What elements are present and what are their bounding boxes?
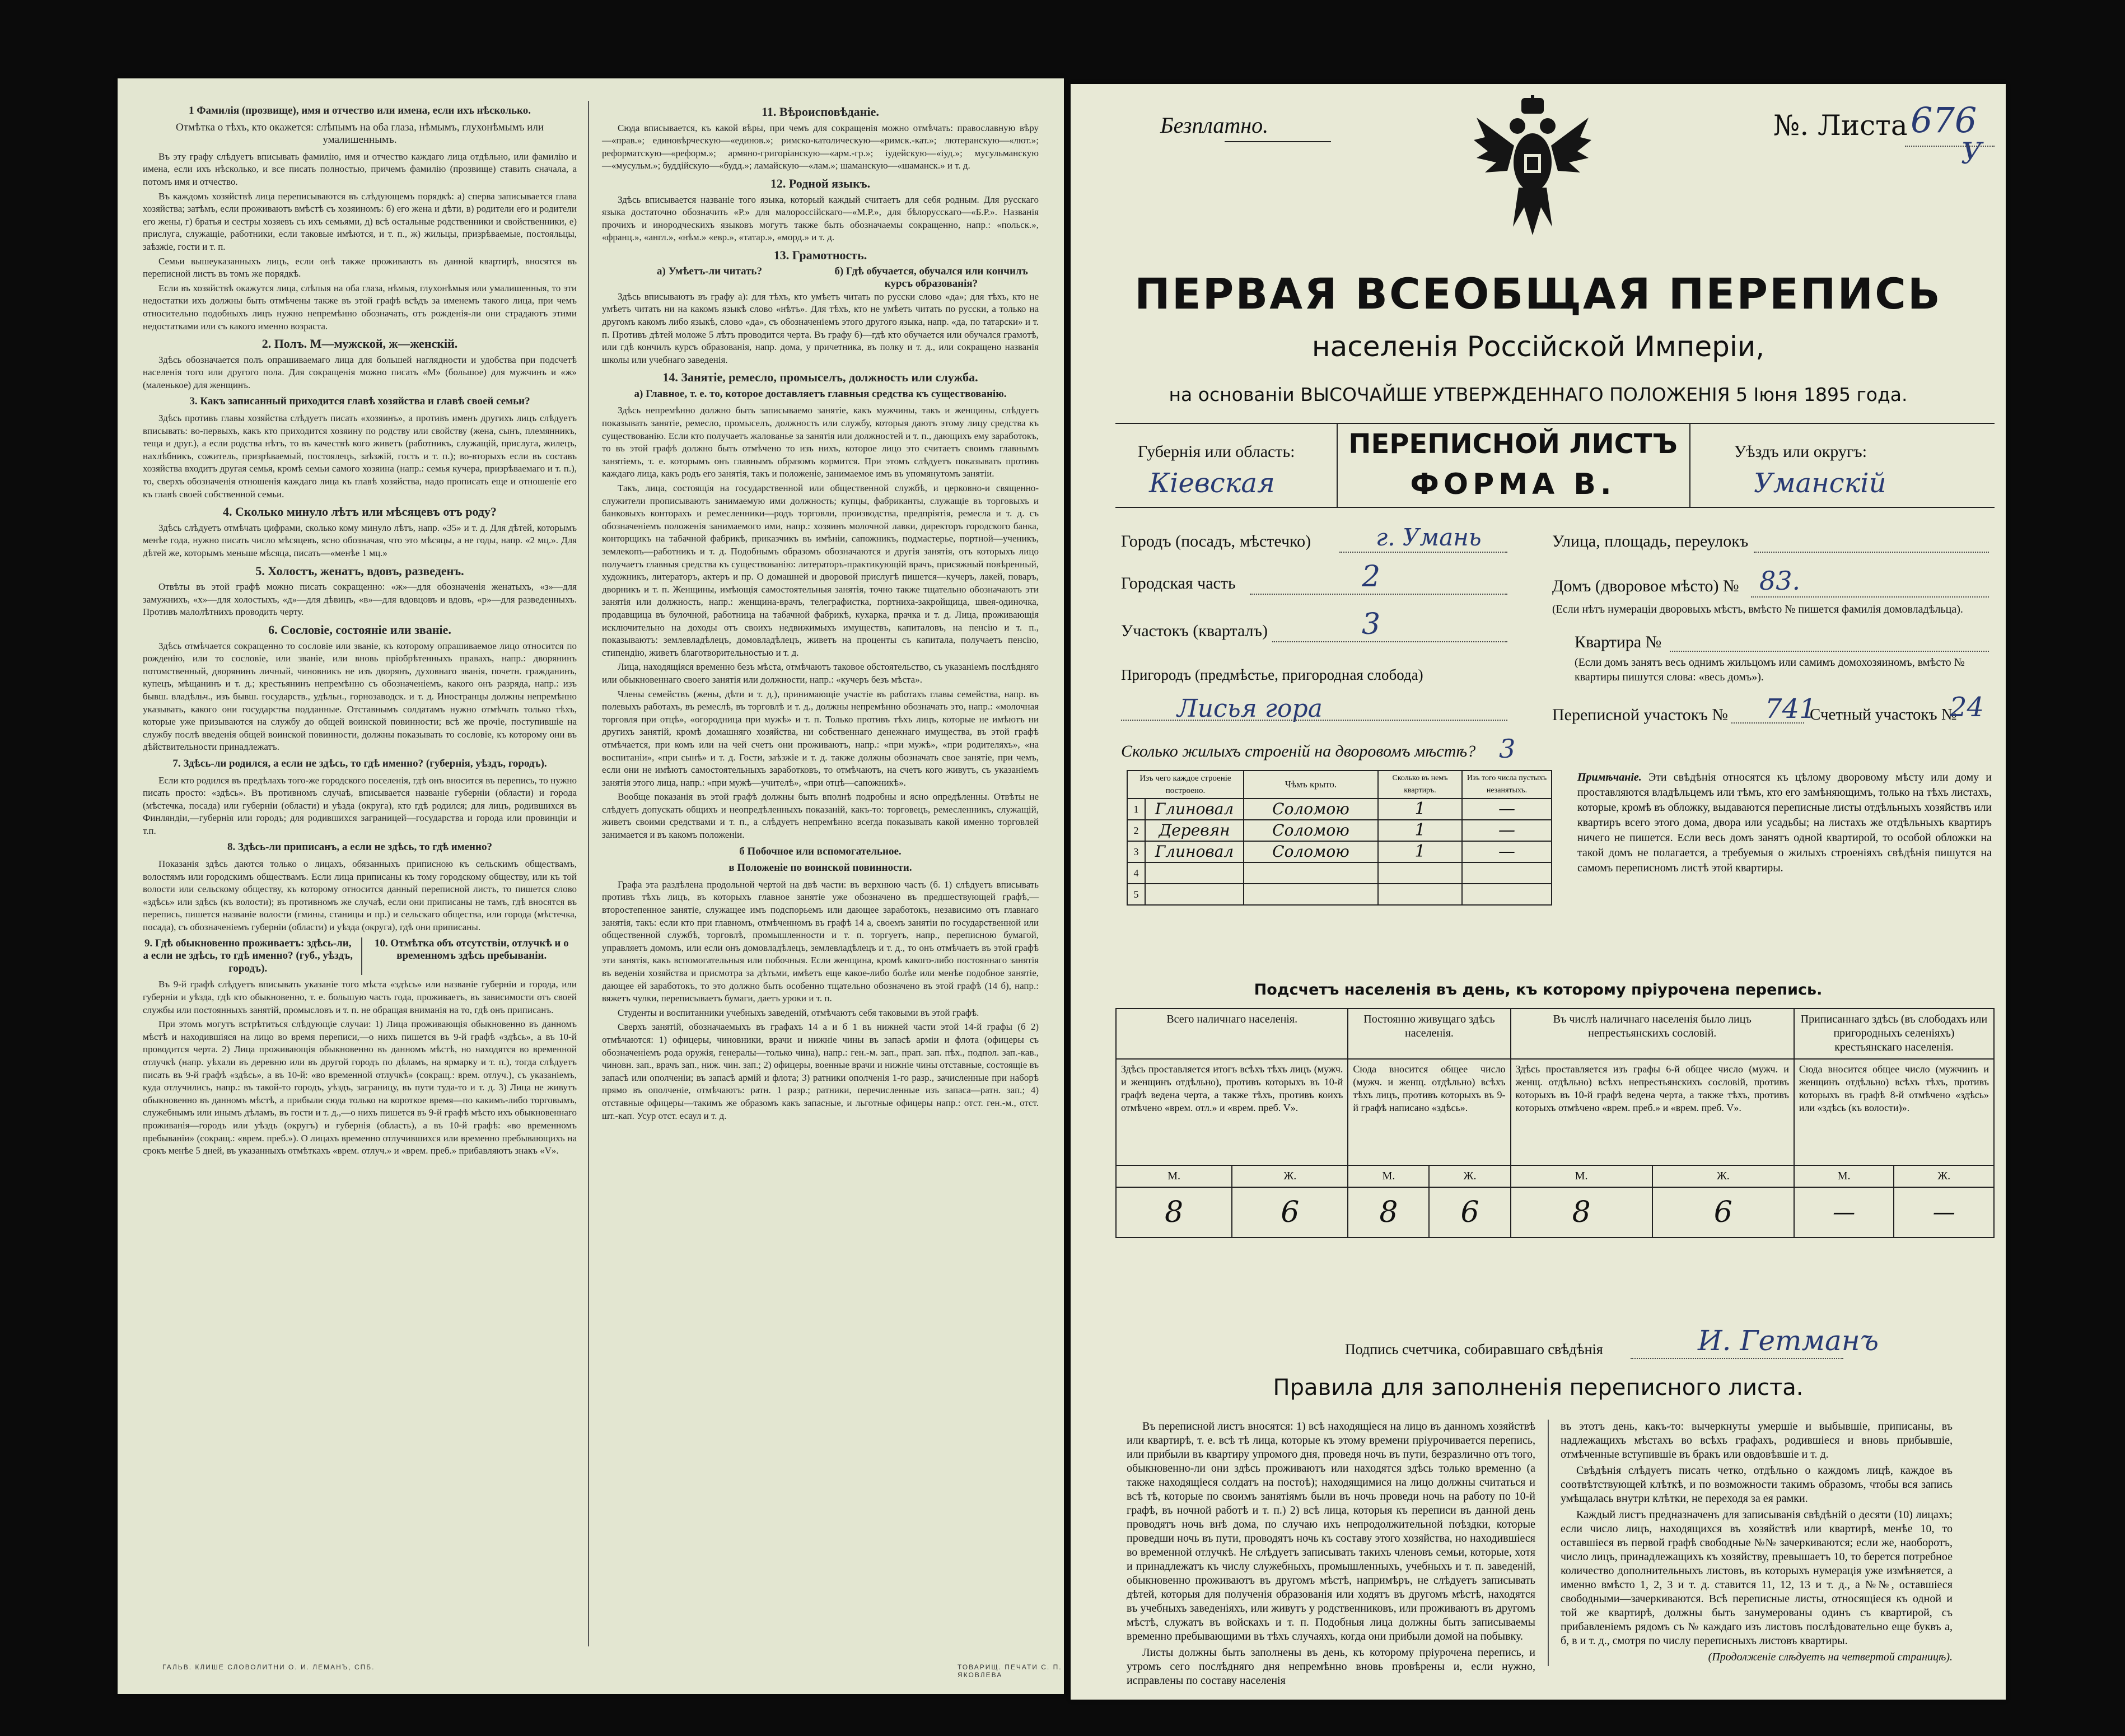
- rules-right-text: въ этотъ день, какъ-то: вычеркнуты умершіе и выбывшіе, приписаны, въ надлежащихъ мѣстахъ во всѣхъ графахъ, родившіеся и вновь прибывшіе, отмѣченные вступившіе въ бракъ или овдовѣвшіе и т. д.: [1561, 1420, 1953, 1460]
- section-13a-heading: а) Умѣетъ-ли читать?: [657, 265, 762, 277]
- section-4-heading: 4. Сколько минуло лѣтъ или мѣсяцевъ отъ роду?: [223, 505, 497, 519]
- sheet-number-suffix: У: [1961, 137, 1982, 171]
- male-label: М.: [1348, 1165, 1429, 1187]
- cell-material: [1145, 862, 1244, 884]
- section-3-heading: 3. Какъ записанный приходится главѣ хозяйства и главѣ своей семьи?: [189, 395, 530, 408]
- count-header-registered-peasant: Приписаннаго здѣсь (въ слободахъ или пригородныхъ селеніяхъ) крестьянскаго населенія.: [1794, 1009, 1994, 1059]
- apartment-label: Квартира №: [1575, 633, 1662, 651]
- street-label: Улица, площадь, переулокъ: [1552, 532, 1749, 550]
- instructions-column-1: [143, 101, 577, 1159]
- paragraph: Показанія здѣсь даются только о лицахъ, обязанныхъ приписною къ сельскимъ обществамъ, волостямъ или городскимъ обществамъ. Если лица приписаны къ тому городскому обществу, или къ той волости или сельскому обществу, къ которому относится данный переписной листъ, то пишется слово «здѣсь» или здѣсь (къ волости); въ противномъ же случаѣ, если они приписаны не тамъ, гдѣ вносятся въ перепись, пишется названіе волости (гмины, станицы и пр.) и сельскаго общества, или города (мѣстечка, посада), съ обозначеніемъ губерніи (области) и уѣзда (округа), гдѣ они приписаны.: [143, 858, 577, 933]
- count-desc-non-peasant: Здѣсь проставляется изъ графы 6-й общее число (мужч. и женщ. отдѣльно) всѣхъ непрестьянскихъ сословій, противъ которыхъ въ 10-й графѣ ведена черта, а также тѣхъ, противъ которыхъ отмѣчено «врем. преб.» и «врем. преб. V».: [1511, 1059, 1794, 1165]
- female-label: Ж.: [1894, 1165, 1994, 1187]
- cell-material: Деревян: [1145, 820, 1244, 841]
- column-divider: [1548, 1420, 1549, 1666]
- house-note: (Если нѣтъ нумераціи дворовыхъ мѣстъ, вмѣсто № пишется фамилія домовладѣльца).: [1552, 603, 1963, 615]
- sections-9-10-headings: [143, 937, 577, 976]
- left-instructions-sheet: [118, 78, 1064, 1694]
- column-divider: [588, 101, 589, 1646]
- cell-roof: [1244, 862, 1378, 884]
- instructions-column-2: [602, 101, 1039, 1124]
- count-value: —: [1794, 1187, 1894, 1238]
- sheet-number-line: [1905, 146, 1995, 147]
- population-count-table: [1115, 1008, 1995, 1238]
- guberniya-label: Губернія или область:: [1138, 442, 1295, 461]
- paragraph: Студенты и воспитанники учебныхъ заведеній, отмѣчаютъ себя таковыми въ этой графѣ.: [618, 1007, 979, 1018]
- field-line: [1121, 720, 1507, 721]
- field-line: [1670, 651, 1989, 652]
- field-line: [1250, 594, 1507, 595]
- census-district-label: Переписной участокъ №: [1552, 706, 1728, 724]
- rules-right-text-3: Каждый листъ предназначенъ для записыванія свѣдѣній о десяти (10) лицахъ; если число лицъ, находящихся въ хозяйствѣ или квартирѣ, менѣе 10, то оставшіеся въ первой графѣ свободные №№ зачеркиваются; если же, наоборотъ, число лицъ, принадлежащихъ къ хозяйству, превышаетъ 10, то берется потребное количество дополнительныхъ листовъ, въ которыхъ нумерація уже измѣняется, а именно вмѣсто 1, 2, 3 и т. д. ставится 11, 12, 13 и т. д., а №№, оставшіеся свободными—зачеркиваются. Всѣ переписные листы, относящіеся къ одной и той же квартирѣ, должны быть занумерованы одинъ съ квартирой, съ прибавленіемъ рядомъ съ № каждаго изъ листовъ послѣдовательно еще буквъ а, б, в и т. д., смотря по числу переписныхъ листовъ квартиры.: [1561, 1509, 1953, 1647]
- cell-empty: [1462, 884, 1552, 905]
- count-value: 6: [1232, 1187, 1348, 1238]
- col-header-roof: Чѣмъ крыто.: [1244, 771, 1378, 799]
- count-value: 8: [1511, 1187, 1652, 1238]
- house-label: Домъ (дворовое мѣсто) №: [1552, 577, 1739, 595]
- table-row: [1127, 862, 1552, 884]
- male-label: М.: [1511, 1165, 1652, 1187]
- count-district-value: 24: [1950, 692, 1984, 723]
- field-line: [1731, 722, 1804, 724]
- section-9-heading: 9. Гдѣ обыкновенно проживаетъ: здѣсь-ли, а если не здѣсь, то гдѣ именно? (губ., уѣздъ, городъ).: [143, 937, 353, 974]
- guberniya-value: Кіевская: [1149, 468, 1275, 499]
- cell-apartments: [1378, 884, 1462, 905]
- paragraph: Семьи вышеуказанныхъ лицъ, если онѣ также проживаютъ въ данной квартирѣ, вносятся въ переписной листъ въ томъ же порядкѣ.: [143, 255, 577, 279]
- count-district-label: Счетный участокъ №: [1810, 706, 1957, 724]
- count-value: 8: [1116, 1187, 1232, 1238]
- form-type-title: ПЕРЕПИСНОЙ ЛИСТЪ: [1348, 428, 1678, 460]
- box-divider: [1689, 423, 1690, 507]
- rules-right-column: [1561, 1420, 1953, 1664]
- paragraph: Лица, находящіяся временно безъ мѣста, отмѣчаютъ таковое обстоятельство, съ указаніемъ послѣдняго или обыкновеннаго своего занятія или должности, напр.: «кучеръ безъ мѣста».: [602, 661, 1039, 685]
- form-name: ФОРМА В.: [1410, 468, 1616, 501]
- header-rule: [1115, 507, 1995, 508]
- cell-apartments: [1378, 862, 1462, 884]
- paragraph: Здѣсь непремѣнно должно быть записываемо занятіе, какъ мужчины, такъ и женщины, слѣдуетъ показывать занятіе, ремесло, промыселъ, должность или службу, которыя даютъ этому лицу средства къ существованію. Если кто получаетъ жалованье за занятія или должностей и т. п., дающихъ ему заработокъ, то въ этой графѣ должно быть отмѣчено то изъ нихъ, которое лицо это считаетъ своимъ главнымъ занятіемъ, т. е. которымъ онъ главнымъ образомъ кормится. При этомъ слѣдуетъ показывать противъ каждаго лица, какъ родъ его занятія, такъ и положеніе, занимаемое имъ въ упомянутомъ занятіи.: [602, 405, 1039, 479]
- house-value: 83.: [1759, 566, 1801, 596]
- section-13-heading: 13. Грамотность.: [773, 248, 867, 262]
- paragraph: Здѣсь вписываютъ въ графу а): для тѣхъ, кто умѣетъ читать по русски слово «да»; для тѣхъ, кто не умѣетъ читать ни на какомъ языкѣ слово «нѣтъ». Для тѣхъ, кто не умѣетъ читать по русски, а только на другомъ какомъ либо языкѣ, слово «да», съ обозначеніемъ этого другого языка, напр. «да, по татарски» и т. п. Противъ дѣтей моложе 5 лѣтъ проводится черта. Въ графу б)—гдѣ кто обучается или обучался грамотѣ, или гдѣ кончилъ курсъ образованія, напр. дома, у причетника, въ полку и т. д., или сокращено названія школы или учебнаго заведенія.: [602, 291, 1039, 365]
- free-of-charge-label: Безплатно.: [1160, 113, 1269, 138]
- section-14a-heading: а) Главное, т. е. то, которое доставляетъ главныя средства къ существованію.: [634, 388, 1007, 400]
- paragraph: Здѣсь противъ главы хозяйства слѣдуетъ писать «хозяинъ», а противъ именъ другихъ лицъ слѣдуетъ вписывать: во-первыхъ, какъ кто приходится хозяину по родству или свойству (жена, сынъ, племянникъ, теща и друг.), а если родства нѣтъ, то въ качествѣ кого живетъ (работникъ, служащій, прислуга, жилецъ, нахлѣбникъ, сожитель, призрѣваемый, постоялецъ, заѣзжій, гость и т. п.); во-вторыхъ если въ составъ хозяйства входитъ другая семья, кромѣ семьи самого хозяина (напр.: семья кучера, призрѣваемаго и т. п.), то, сверхъ обозначенія отношенія каждаго лица къ главѣ хозяйства, надо прописать еще и отношеніе его къ главѣ своей собственной семьи.: [143, 413, 577, 500]
- cell-empty: —: [1462, 820, 1552, 841]
- section-14b-heading: б Побочное или вспомогательное.: [739, 845, 902, 857]
- population-count-title: Подсчетъ населенія въ день, къ которому пріурочена перепись.: [1254, 981, 1823, 998]
- count-value: —: [1894, 1187, 1994, 1238]
- paragraph: Въ эту графу слѣдуетъ вписывать фамилію, имя и отчество каждаго лица отдѣльно, или фамилію и имена, если ихъ нѣсколько, и все писать полностью, причемъ фамилію (прозвище) ставить сначала, а потомъ имя и отчество.: [143, 151, 577, 187]
- paragraph: Сверхъ занятій, обозначаемыхъ въ графахъ 14 а и б 1 въ нижней части этой 14-й графы (б 2) отмѣчаются: 1) офицеры, чиновники, врачи и нижніе чины въ запасѣ арміи и флота (офицеры съ обозначеніемъ рода оружія, генералы—только чина), напр.: ген.-м. зап., прап. зап. пѣх., подпол. зап.-кав., чиновн. зап., врачъ зап., ниж. чин. зап.; 2) офицеры, военные врачи и нижніе чины отставные, состоящіе въ запасѣ или ополченіи; въ запасѣ армій и флота; 3) ратники ополченія 1-го разр., зачисленные при наборѣ прямо въ ополченіе, отмѣчаютъ: ратн. 1 разр.; ратники, перечисленные изъ запаса—ратн. зап.; 4) отставные офицеры—такимъ же образомъ какъ запасные, и льготные офицеры напр.: отст. ген.-м., отст. шт.-кап. Усур отст. есаул и т. д.: [602, 1021, 1039, 1121]
- city-value: г. Умань: [1376, 524, 1482, 551]
- section-14c-heading: в Положеніе по воинской повинности.: [728, 862, 912, 874]
- col-header-material: Изъ чего каждое строеніе построено.: [1127, 771, 1244, 799]
- buildings-note: [1577, 770, 1992, 876]
- section-6-heading: 6. Сословіе, состояніе или званіе.: [268, 622, 451, 637]
- paragraph: Такъ, лица, состоящія на государственной или общественной службѣ, и церковно-и священно-служители прописываютъ занимаемую ими должность; купцы, фабриканты, служащіе въ торговыхъ и банковыхъ конторахъ и ремесленники—родъ торговли, производства, предпріятія, ремесла и т. д. съ обозначеніемъ положенія занимаемого ими, напр.: хозяинъ молочной лавки, директоръ городского банка, конторщикъ на табачной фабрикѣ, приказчикъ въ имѣніи, сапожникъ, подмастерье, портной—ученикъ, землекопъ—работникъ и т. д. Подобнымъ образомъ обозначаются и другія занятія, отъ которыхъ лицо получаетъ главныя средства къ существованію: литераторъ-практикующій врачъ, присяжный повѣренный, художникъ, литераторъ, актеръ и пр. О домашней и дворовой прислугѣ пишется—кучеръ, лакей, поваръ, дворникъ и т. п. Женщины, имѣющія самостоятельныя занятія, точно также тщательно обозначаютъ эти занятія или должность, напр.: женщина-врачъ, телеграфистка, портниха-закройщица, швея-одиночка, продавщица въ булочной, работница на табачной фабрикѣ, кухарка, прачка и т. д. Лица, проживающія исключительно на доходы отъ своихъ недвижимыхъ имуществъ, капиталовъ, на пенсію и т. п., показываютъ: землевладѣлецъ, домовладѣлецъ, живетъ на проценты съ капитала, получаетъ пенсію, стипендію, живетъ благотворительностью и т. д.: [602, 483, 1039, 658]
- count-value: 6: [1652, 1187, 1794, 1238]
- cell-apartments: 1: [1378, 799, 1462, 820]
- section-13b-heading: б) Гдѣ обучается, обучался или кончилъ курсъ образованія?: [834, 265, 1028, 290]
- sheet-number-handwritten: 676: [1911, 100, 1977, 141]
- printer-footer-left: ГАЛЬВ. КЛИШЕ СЛОВОЛИТНИ О. И. ЛЕМАНЪ, СПБ.: [162, 1663, 375, 1671]
- section-8-heading: 8. Здѣсь-ли приписанъ, а если не здѣсь, то гдѣ именно?: [227, 841, 492, 853]
- cell-material: Глиновал: [1145, 799, 1244, 820]
- count-header-permanent: Постоянно живущаго здѣсь населенія.: [1348, 1009, 1510, 1059]
- field-line: [1751, 596, 1989, 598]
- section-7-heading: 7. Здѣсь-ли родился, а если не здѣсь, то гдѣ именно? (губернія, уѣздъ, городъ).: [172, 757, 547, 769]
- count-header-total: Всего наличнаго населенія.: [1116, 1009, 1348, 1059]
- rules-right-text-2: Свѣдѣнія слѣдуетъ писать четко, отдѣльно о каждомъ лицѣ, каждое въ соотвѣтствующей клѣткѣ, и по возможности такимъ образомъ, чтобы вся запись умѣщалась внутри клѣтки, не переходя за ея рамки.: [1561, 1464, 1953, 1505]
- cell-material: Глиновал: [1145, 841, 1244, 862]
- rules-title: Правила для заполненія переписного листа.: [1273, 1375, 1804, 1401]
- cell-material: [1145, 884, 1244, 905]
- section-11-heading: 11. Вѣроисповѣданіе.: [762, 105, 879, 119]
- count-value: 6: [1429, 1187, 1510, 1238]
- paragraph: Здѣсь отмѣчается сокращенно то сословіе или званіе, къ которому опрашиваемое лицо относится по рожденію, или то сословіе, или званіе, или вновь пріобрѣтенныхъ правахъ, напр.: дворянинъ потомственный, дворянинъ личный, чиновникъ не изъ дворянъ, духовнаго званія, почетн. гражданинъ, купецъ, мѣщанинъ и т. д.; крестьянинъ непремѣнно съ обозначеніемъ, какого онъ разряда, напр.: изъ бывш. владѣльч., изъ бывш. государств., удѣльн., горнозаводск. и т. д. Иностранцы должны непремѣнно указывать, какого они государства подданные. Отставнымъ солдатамъ нужно отмѣчать только тѣхъ, которые уже призываются на службу до общей воинской повинности; всѣ же прочіе, поступившіе на службу послѣ введенія общей воинской повинности, должны показывать то сословіе, къ которому они въ дѣйствительности принадлежатъ.: [143, 640, 577, 753]
- count-desc-total: Здѣсь проставляется итогъ всѣхъ тѣхъ лицъ (мужч. и женщинъ отдѣльно), противъ которыхъ въ 10-й графѣ ведена черта, а также тѣхъ, противъ коихъ отмѣчено «врем. отл.» и «врем. преб. V».: [1116, 1059, 1348, 1165]
- cell-roof: Соломою: [1244, 799, 1378, 820]
- signature-value: И. Гетманъ: [1698, 1324, 1879, 1357]
- census-form-sheet: [1071, 84, 2006, 1700]
- paragraph: Графа эта раздѣлена продольной чертой на двѣ части: въ верхнюю часть (б. 1) слѣдуетъ вписывать противъ тѣхъ лицъ, въ которыхъ главное занятіе уже обозначено въ предшествующей графѣ,—второстепенное занятіе, служащее имъ подспорьемъ или дающее заработокъ, независимо отъ главнаго занятія, такъ: если кто при главномъ, отмѣченномъ въ графѣ 14 а, своемъ занятіи по государственной или общественной службѣ, торговлѣ, промышленности и т. п. торгуетъ, напр., переписною бумагой, управляетъ домомъ, или если онъ домовладѣлецъ, землевладѣлецъ и т. д., то онъ отмѣчаетъ въ этой графѣ эти занятія, какъ вспомогательныя или побочныя. Если женщина, кромѣ какого-либо постояннаго занятія въ веденіи хозяйства и присмотра за дѣтьми, имѣетъ еще какое-либо болѣе или менѣе подобное занятіе, дающее ей заработокъ, то это должно быть особенно тщательно обозначено въ этой графѣ (14 б), напр.: вяжетъ чулки, переписываетъ бумаги, даетъ уроки и т. п.: [602, 879, 1039, 1004]
- section-5-heading: 5. Холостъ, женатъ, вдовъ, разведенъ.: [255, 563, 464, 578]
- district-label: Участокъ (кварталъ): [1121, 622, 1268, 640]
- paragraph: Члены семействъ (жены, дѣти и т. д.), принимающіе участіе въ работахъ главы семейства, напр. въ полевыхъ работахъ, въ ремеслѣ, въ торговлѣ и т. д., должны непремѣнно обозначать это, напр.: «молочная торговля при отцѣ», «огородница при мужѣ» и т. п. Только противъ тѣхъ лицъ, которые не имѣютъ ни другихъ занятій, кромѣ домашняго хозяйства, ни собственнаго денежнаго имущества, въ этой графѣ отмѣчается, при комъ или на чей счетъ они проживаютъ, напр.: «при мужѣ», «при родителяхъ», «на воспитаніи», «при сынѣ» и т. д. Гости, заѣзжіе и т. д. также должны обозначать свое занятіе, при чемъ, если они не имѣютъ самостоятельныхъ заработковъ, то отмѣчаютъ, на счетъ кого живутъ, съ указаніемъ занятія этого лица, напр.: «при мужѣ—учителѣ», «при отцѣ—сапожникѣ».: [602, 688, 1039, 788]
- col-header-empty: Изъ того числа пустыхъ незанятыхъ.: [1462, 771, 1552, 799]
- male-label: М.: [1116, 1165, 1232, 1187]
- cell-roof: Соломою: [1244, 841, 1378, 862]
- underline: [1225, 141, 1331, 142]
- buildings-table: [1127, 770, 1552, 906]
- city-part-label: Городская часть: [1121, 574, 1236, 592]
- section-1-subheading: Отмѣтка о тѣхъ, кто окажется: слѣпымъ на оба глаза, нѣмымъ, глухонѣмымъ или умалишеннымъ.: [175, 121, 544, 146]
- table-row: [1127, 841, 1552, 862]
- form-subtitle: населенія Россійской Имперіи,: [1311, 330, 1765, 363]
- imperial-eagle-emblem: [1474, 95, 1591, 241]
- section-13-subheadings: [602, 265, 1039, 291]
- rules-left-column: [1127, 1420, 1535, 1688]
- field-line: [1272, 641, 1507, 642]
- paragraph: Здѣсь обозначается полъ опрашиваемаго лица для большей наглядности и удобства при подсчетѣ населенія того или другого пола. Для сокращенія можно писать «М» (большое) для мужчинъ и «ж» (маленькое) для женщинъ.: [143, 354, 577, 390]
- form-main-title: ПЕРВАЯ ВСЕОБЩАЯ ПЕРЕПИСЬ: [1134, 269, 1942, 319]
- census-district-value: 741: [1765, 693, 1816, 725]
- count-desc-registered-peasant: Сюда вносится общее число (мужчинъ и женщинъ отдѣльно) всѣхъ тѣхъ, противъ которыхъ въ графѣ 8-й отмѣчено «здѣсь» или «здѣсь (къ волости)».: [1794, 1059, 1994, 1165]
- row-number: 3: [1127, 841, 1145, 862]
- count-desc-permanent: Сюда вносится общее число (мужч. и женщ. отдѣльно) всѣхъ тѣхъ лицъ, противъ которыхъ въ 9-й графѣ написано «здѣсь».: [1348, 1059, 1510, 1165]
- buildings-value: 3: [1499, 734, 1516, 764]
- rules-left-text: Въ переписной листъ вносятся: 1) всѣ находящіеся на лицо въ данномъ хозяйствѣ или квартирѣ, т. е. всѣ тѣ лица, которые къ этому времени пріурочивается перепись, или прибыли въ квартиру упромого дня, проведя ночь въ пути, безразлично отъ того, обыкновенно-ли они здѣсь проживаютъ или находятся здѣсь только временно (а также находящіеся солдатъ на постоѣ); находящимися на лицо должны считаться и всѣ тѣ, которые по своимъ занятіямъ были въ ночь проведи ночь на работу по 10-й графѣ, въ ночной работѣ и т. п.) 2) всѣ лица, которыя къ переписи въ данной день проводятъ ночь внѣ дома, по случаю ихъ непродолжительной поѣздки, которые проведши ночь въ пути, проводятъ ночь къ составу этого хозяйства, но находившіеся во временной отлучкѣ. Не слѣдуетъ записывать такихъ членовъ семьи, которые, хотя и принадлежатъ къ числу служебныхъ, промышленныхъ, учебныхъ и т. п. заведеній, обыкновенно проживаютъ въ другомъ мѣстѣ, напримѣръ, не слѣдуетъ записывать дѣтей, которыя для полученія образованія или ходятъ въ другомъ мѣстѣ, находятся въ учебныхъ заведеніяхъ, или живутъ у родственниковъ, или проживаютъ въ другомъ мѣстѣ, служатъ въ войскахъ и т. п. Подобныя лица должны быть записываемы временно пребывающими въ тѣхъ случаяхъ, когда они прибыли домой на побывку.: [1127, 1420, 1535, 1642]
- section-10-heading: 10. Отмѣтка объ отсутствіи, отлучкѣ и о временномъ здѣсь пребываніи.: [361, 937, 577, 976]
- note-text: Эти свѣдѣнія относятся къ цѣлому дворовому мѣсту или дому и проставляются владѣльцемъ или тѣмъ, кто его замѣняющимъ, только на тѣхъ листахъ, которые, кромѣ въ обложку, выдаваются переписные листы отдѣльныхъ хозяйствъ или квартиръ всего этого дома, двора или усадьбы; на листахъ же отдѣльныхъ квартиръ ничего не пишется. Если весь домъ занятъ одной квартирой, то особой обложки на такой домъ не полагается, а требуемыя о жилыхъ строеніяхъ свѣдѣнія пишутся на самомъ переписномъ листѣ этой квартиры.: [1577, 771, 1992, 874]
- printer-footer-right: ТОВАРИЩ. ПЕЧАТИ С. П. ЯКОВЛЕВА: [958, 1663, 1062, 1679]
- row-number: 2: [1127, 820, 1145, 841]
- cell-empty: [1462, 862, 1552, 884]
- sheet-number-label: №. Листа: [1773, 109, 1908, 142]
- suburb-value: Лисья гора: [1177, 694, 1323, 723]
- col-header-apartments: Сколько въ немъ квартиръ.: [1378, 771, 1462, 799]
- paragraph: Здѣсь вписывается названіе того языка, который каждый считаетъ для себя родным. Для русскаго языка достаточно обозначить «Р.» для малороссійскаго—«М.Р.», для бѣлорусскаго—«Б.Р.». Названія прочихъ и инородческихъ языковъ могутъ также быть обозначаемы сокращенно, напр.: «польск.», «франц.», «англ.», «нѣм.» «евр.», «татар.», «морд.» и т. д.: [602, 194, 1039, 243]
- rules-left-text-2: Листы должны быть заполнены въ день, къ которому пріурочена перепись, и утромъ сего послѣдняго дня непремѣнно вновь провѣрены и, если нужно, исправлены по составу населенія: [1127, 1646, 1535, 1687]
- count-value: 8: [1348, 1187, 1429, 1238]
- apartment-note: (Если домъ занятъ весь однимъ жильцомъ или самимъ домохозяиномъ, вмѣсто № квартиры пишутся слова: «весь домъ»).: [1575, 656, 1965, 683]
- table-row: [1127, 820, 1552, 841]
- header-rule: [1115, 423, 1995, 424]
- cell-empty: —: [1462, 799, 1552, 820]
- paragraph: При этомъ могутъ встрѣтиться слѣдующіе случаи: 1) Лица проживающія обыкновенно въ данномъ мѣстѣ и находившіяся на лицо во время переписи,—о нихъ пишется въ 9-й графѣ «здѣсь», а въ 10-й проводится черта. 2) Лица проживающія обыкновенно въ данномъ мѣстѣ, но находятся во временной отлучкѣ (напр. уѣхали въ деревню или въ другой городъ по дѣламъ, на ярмарку и т. п.), тогда слѣдуетъ писать въ 9-й графѣ «здѣсь», а въ 10-й: «во временной отлучкѣ» (сокращ.: врем. отлуч.), съ указаніемъ, куда отлучились, напр.: въ такой-то городъ, уѣздъ, заграницу, въ пути туда-то и т. д. 3) Лица не живутъ обыкновенно въ данномъ мѣстѣ, а прибыли сюда только на короткое время—по какимъ-либо торговымъ, служебнымъ или инымъ дѣламъ, въ гости и т. д.,—о нихъ пишется въ 9-й графѣ мѣсто ихъ обыкновеннаго проживанія—городъ или уѣздъ (округъ) и губернія (область), а въ 10-й графѣ: «во временномъ пребываніи» (сокращ.: «врем. преб.»). О лицахъ временно отлучившихся или временно пребывающихъ на срокъ менѣе 5 дней, въ указанныхъ отмѣткахъ «врем. отлуч.» и «врем. преб.» прибавляютъ знакъ «V».: [143, 1019, 577, 1156]
- row-number: 4: [1127, 862, 1145, 884]
- city-label: Городъ (посадъ, мѣстечко): [1121, 532, 1311, 550]
- row-number: 5: [1127, 884, 1145, 905]
- field-line: [1339, 552, 1507, 553]
- section-1-heading: 1 Фамилія (прозвище), имя и отчество или имена, если ихъ нѣсколько.: [188, 105, 531, 116]
- paragraph: Вообще показанія въ этой графѣ должны быть вполнѣ подробны и ясно опредѣленны. Отвѣты не слѣдуетъ допускать общихъ и неопредѣленныхъ показаній, какъ-то: торговецъ, ремесленникъ, служащій, живетъ своими средствами и т. п., а слѣдуетъ непремѣнно всегда показывать какой именно торговлей занимается и въ какомъ положеніи.: [602, 791, 1039, 841]
- cell-apartments: 1: [1378, 841, 1462, 862]
- female-label: Ж.: [1652, 1165, 1794, 1187]
- signature-label: Подпись счетчика, собиравшаго свѣдѣнія: [1345, 1341, 1603, 1357]
- paragraph: Въ каждомъ хозяйствѣ лица переписываются въ слѣдующемъ порядкѣ: а) сперва записывается глава хозяйства; затѣмъ, если проживаютъ вмѣстѣ съ хозяиномъ: б) его жена и дѣти, в) родители его и родители его жены, г) братья и сестры хозяевъ съ ихъ семьями, д) всѣ остальные родственники и свойственники, е) прислуга, служащіе, работники, если таковые имѣются, и т. п., ж) жильцы, призрѣваемые, постояльцы, заѣзжіе, гости и т. п.: [143, 190, 577, 252]
- paragraph: Здѣсь слѣдуетъ отмѣчать цифрами, сколько кому минуло лѣтъ, напр. «35» и т. д. Для дѣтей, которымъ менѣе года, нужно писать число мѣсяцевъ, ясно обозначая, что это мѣсяцы, а не годы, напр. «2 мц.». Для дѣтей же, которымъ меньше мѣсяца, писать—«менѣе 1 мц.»: [143, 522, 577, 558]
- buildings-question: Сколько жилыхъ строеній на дворовомъ мѣстѣ?: [1121, 742, 1476, 760]
- table-row: [1127, 884, 1552, 905]
- female-label: Ж.: [1429, 1165, 1510, 1187]
- district-value: 3: [1362, 608, 1381, 641]
- row-number: 1: [1127, 799, 1145, 820]
- female-label: Ж.: [1232, 1165, 1348, 1187]
- count-header-non-peasant: Въ числѣ наличнаго населенія было лицъ непрестьянскихъ сословій.: [1511, 1009, 1794, 1059]
- note-title: Примѣчаніе.: [1577, 771, 1642, 783]
- male-label: М.: [1794, 1165, 1894, 1187]
- uezd-value: Уманскій: [1754, 468, 1886, 499]
- suburb-label: Пригородъ (предмѣстье, пригородная слобода): [1121, 666, 1423, 683]
- cell-roof: [1244, 884, 1378, 905]
- section-2-heading: 2. Полъ. М—мужской, ж—женскій.: [261, 337, 458, 351]
- section-12-heading: 12. Родной языкъ.: [770, 176, 871, 190]
- section-14-heading: 14. Занятіе, ремесло, промыселъ, должность или служба.: [662, 370, 978, 385]
- paragraph: Если кто родился въ предѣлахъ того-же городского поселенія, гдѣ онъ вносится въ перепись, то нужно писать просто: «здѣсь». Въ противномъ случаѣ, вписывается названіе губерніи (области) и города (мѣстечка, посада) или губерніи (области) и уѣзда (округа), кто гдѣ родился; для лицъ, родившихся въ Финляндіи,—губернія или городъ; для родившихся заграницей—государства и города или провинціи и т.п.: [143, 774, 577, 836]
- city-part-value: 2: [1362, 560, 1381, 594]
- paragraph: Отвѣты въ этой графѣ можно писать сокращенно: «ж»—для обозначенія женатыхъ, «з»—для замужнихъ, «х»—для холостыхъ, «д»—для дѣвицъ, «в»—для вдовцовъ и вдовъ, «р»—для разведенныхъ. Противъ малолѣтнихъ проводить черту.: [143, 581, 577, 618]
- paragraph: Въ 9-й графѣ слѣдуетъ вписывать указаніе того мѣста «здѣсь» или названіе губерніи и города, или губерніи и уѣзда, гдѣ кто обыкновенно, т. е. большую часть года, проживаетъ, въ зависимости отъ своей службы или постоянныхъ занятій, промысловъ и т. п. не обращая вниманія на то, гдѣ онъ приписанъ.: [143, 979, 577, 1015]
- uezd-label: Уѣздъ или округъ:: [1734, 442, 1867, 461]
- paragraph: Если въ хозяйствѣ окажутся лица, слѣпыя на оба глаза, нѣмыя, глухонѣмыя или умалишенныя, то эти недостатки ихъ должны быть отмѣчены также въ этой графѣ всѣдъ за именемъ такого лица, при чемъ относительно подобныхъ лицъ нужно непремѣнно обозначать, отъ рожденія-ли они страдаютъ этими недостатками или съ какого именно возраста.: [143, 282, 577, 332]
- field-line: [1754, 552, 1989, 553]
- signature-line: [1631, 1358, 1843, 1359]
- paragraph: Сюда вписывается, къ какой вѣры, при чемъ для сокращенія можно отмѣчать: православную вѣру—«прав.»; единовѣрческую—«единов.»; римско-католическую—«римск.-кат.»; лютеранскую—«лют.»; реформатскую—«реформ.»; армяно-григоріанскую—«арм.-гр.»; іудейскую—«іуд.»; мусульманскую—«мусульм.»; буддійскую—«будд.»; ламайскую—«лам.»; шаманскую—«шаманск.» и т. д.: [602, 122, 1039, 171]
- table-row: [1127, 799, 1552, 820]
- rules-continuation-note: (Продолженіе слѣдуетъ на четвертой страницѣ).: [1708, 1651, 1953, 1663]
- cell-roof: Соломою: [1244, 820, 1378, 841]
- form-legal-basis: на основаніи ВЫСОЧАЙШЕ УТВЕРЖДЕННАГО ПОЛОЖЕНІЯ 5 Іюня 1895 года.: [1169, 384, 1908, 405]
- cell-empty: —: [1462, 841, 1552, 862]
- cell-apartments: 1: [1378, 820, 1462, 841]
